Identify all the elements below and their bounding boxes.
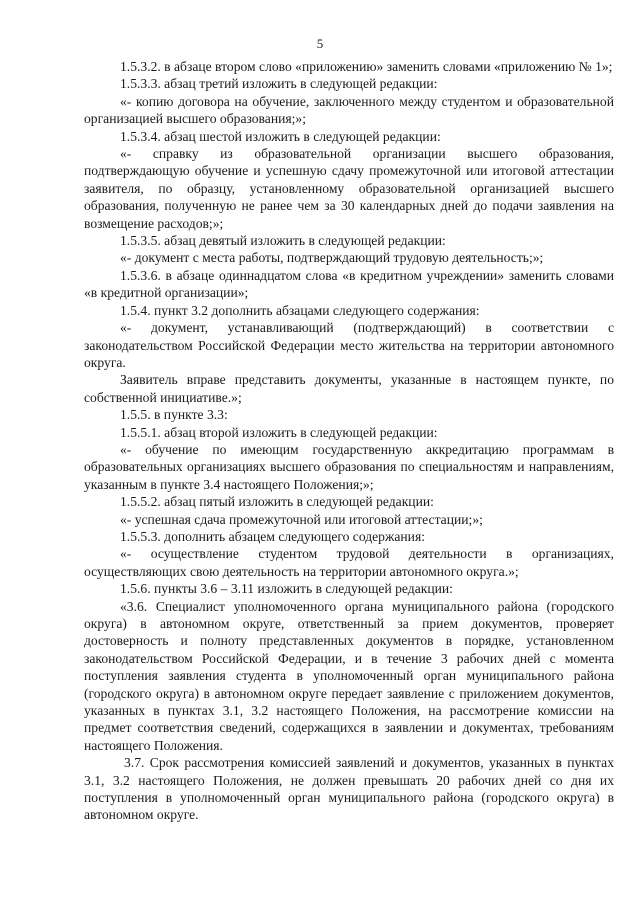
paragraph: Заявитель вправе представить документы, указанные в настоящем пункте, по собственной инициативе.»; [84,372,614,405]
paragraph: 1.5.4. пункт 3.2 дополнить абзацами следующего содержания: [120,302,480,318]
paragraph: 1.5.5.3. дополнить абзацем следующего содержания: [120,528,425,544]
paragraph: 1.5.5.2. абзац пятый изложить в следующей редакции: [120,494,434,510]
paragraph: 1.5.3.6. в абзаце одиннадцатом слова «в кредитном учреждении» заменить словами «в кредитной организации»; [84,267,614,301]
paragraph: 1.5.3.4. абзац шестой изложить в следующей редакции: [120,128,441,144]
paragraph: 1.5.3.3. абзац третий изложить в следующей редакции: [120,76,438,92]
paragraph: «- обучение по имеющим государственную аккредитацию программам в образовательных организациях высшего образования по специальностям и направлениям, указанным в пункте 3.4 настоящего Положения;»; [84,441,614,492]
paragraph: 1.5.5. в пункте 3.3: [120,407,228,423]
paragraph: «- копию договора на обучение, заключенного между студентом и образовательной организацией высшего образования;»; [84,93,614,127]
paragraph: 1.5.6. пункты 3.6 – 3.11 изложить в следующей редакции: [120,581,453,597]
paragraph: «- успешная сдача промежуточной или итоговой аттестации;»; [120,511,483,527]
paragraph: «- документ, устанавливающий (подтверждающий) в соответствии с законодательством Российской Федерации место жительства на территории автономного округа. [84,320,614,370]
paragraph: «3.6. Специалист уполномоченного органа муниципального района (городского округа) в автономном округе, ответственный за прием документов, проверяет достоверность и полноту представленных документов в порядке, установленном законодательством Российской Федерации, и в течение 3 рабочих дней с момента поступления заявления студента в уполномоченный орган муниципального района (городского округа) в автономном округе передает заявление с приложением документов, указанных в пунктах 3.1, 3.2 настоящего Положения, на рассмотрение комиссии на предмет соответствия сведений, содержащихся в заявлении и документах, требованиям настоящего Положения. [84,598,614,753]
paragraph: 1.5.3.2. в абзаце втором слово «приложению» заменить словами «приложению № 1»; [120,59,613,74]
paragraph: 1.5.3.5. абзац девятый изложить в следующей редакции: [120,233,446,249]
paragraph: «- осуществление студентом трудовой деятельности в организациях, осуществляющих свою деятельность на территории автономного округа.»; [84,546,614,579]
paragraph: 1.5.5.1. абзац второй изложить в следующей редакции: [120,424,438,440]
page-number: 5 [316,36,324,51]
paragraph: «- справку из образовательной организации высшего образования, подтверждающую обучение и успешную сдачу промежуточной или итоговой аттестации заявителя, по образцу, установленному образовательной организацией высшего образования, полученную не ранее чем за 30 календарных дней до подачи заявления на возмещение расходов;»; [84,146,614,231]
paragraph: «- документ с места работы, подтверждающий трудовую деятельность;»; [120,250,544,266]
document-body [84,58,614,824]
paragraph: 3.7. Срок рассмотрения комиссией заявлений и документов, указанных в пунктах 3.1, 3.2 настоящего Положения, не должен превышать 20 рабочих дней со дня их поступления в уполномоченный орган муниципального района (городского округа) в автономном округе. [84,755,614,823]
